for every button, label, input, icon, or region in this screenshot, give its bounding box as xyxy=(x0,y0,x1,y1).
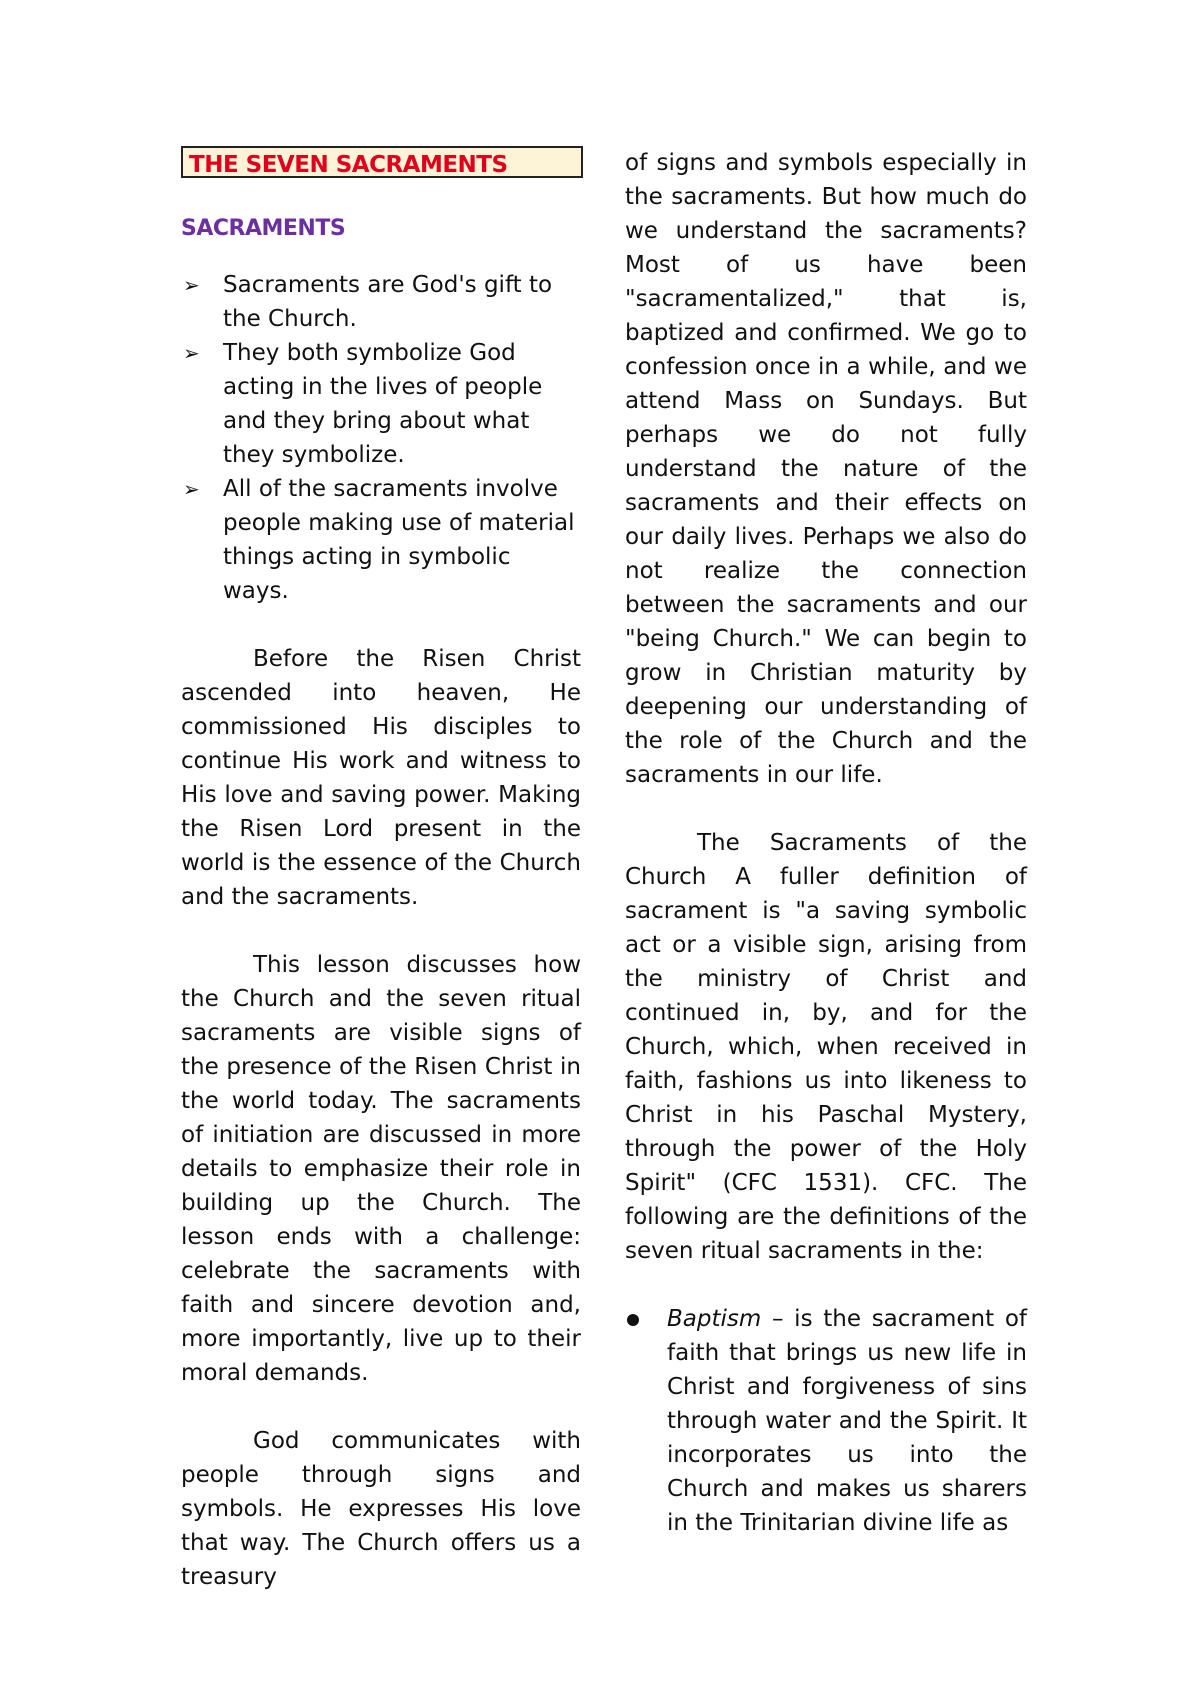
baptism-term: Baptism xyxy=(667,1306,762,1332)
paragraph-continued: of signs and symbols especially in the sacraments. But how much do we understand the sacraments? Most of us have been "sacramentalized," that is, baptized and confirmed. We go to confession once in a while, and we attend Mass on Sundays. But perhaps we do not fully understand the nature of the sacraments and their effects on our daily lives. Perhaps we also do not realize the connection between the sacraments and our "being Church." We can begin to grow in Christian maturity by deepening our understanding of the role of the Church and the sacraments in our life. xyxy=(625,150,1027,788)
list-item xyxy=(181,268,581,336)
list-item-text: Sacraments are God's gift to the Church. xyxy=(223,272,553,332)
arrow-bullet-icon: ➢ xyxy=(183,273,200,297)
paragraph: The Sacraments of the Church A fuller definition of sacrament is "a saving symbolic act or a visible sign, arising from the ministry of Christ and continued in, by, and for the Church, which, when received in faith, fashions us into likeness to Christ in his Paschal Mystery, through the power of the Holy Spirit" (CFC 1531). CFC. The following are the definitions of the seven ritual sacraments in the: xyxy=(625,830,1027,1264)
bullet-dot-icon xyxy=(627,1314,639,1326)
paragraph: This lesson discusses how the Church and the seven ritual sacraments are visible signs of the presence of the Risen Christ in the world today. The sacraments of initiation are discussed in more details to emphasize their role in building up the Church. The lesson ends with a challenge: celebrate the sacraments with faith and sincere devotion and, more importantly, live up to their moral demands. xyxy=(181,952,581,1386)
title-box xyxy=(181,146,583,178)
spacer xyxy=(181,608,581,642)
spacer xyxy=(181,1390,581,1424)
list-item-text: They both symbolize God acting in the lives of people and they bring about what they symbolize. xyxy=(223,340,543,468)
paragraph: Before the Risen Christ ascended into heaven, He commissioned His disciples to continue His work and witness to His love and saving power. Making the Risen Lord present in the world is the essence of the Church and the sacraments. xyxy=(181,646,581,910)
sacrament-bullet-list xyxy=(181,268,581,608)
list-item-text: All of the sacraments involve people making use of material things acting in symbolic ways. xyxy=(223,476,575,604)
arrow-bullet-icon: ➢ xyxy=(183,477,200,501)
list-item xyxy=(181,336,581,472)
left-column xyxy=(181,146,581,1594)
paragraph: God communicates with people through signs and symbols. He expresses His love that way. The Church offers us a treasury xyxy=(181,1428,581,1590)
right-column xyxy=(625,146,1027,1540)
baptism-definition: – is the sacrament of faith that brings us new life in Christ and forgiveness of sins through water and the Spirit. It incorporates us into the Church and makes us sharers in the Trinitarian divine life as xyxy=(667,1306,1027,1536)
spacer xyxy=(625,792,1027,826)
list-item xyxy=(181,472,581,608)
spacer xyxy=(181,914,581,948)
baptism-item xyxy=(625,1302,1027,1540)
spacer xyxy=(625,1268,1027,1302)
section-heading: SACRAMENTS xyxy=(181,216,346,241)
page-title: THE SEVEN SACRAMENTS xyxy=(189,152,508,178)
arrow-bullet-icon: ➢ xyxy=(183,341,200,365)
